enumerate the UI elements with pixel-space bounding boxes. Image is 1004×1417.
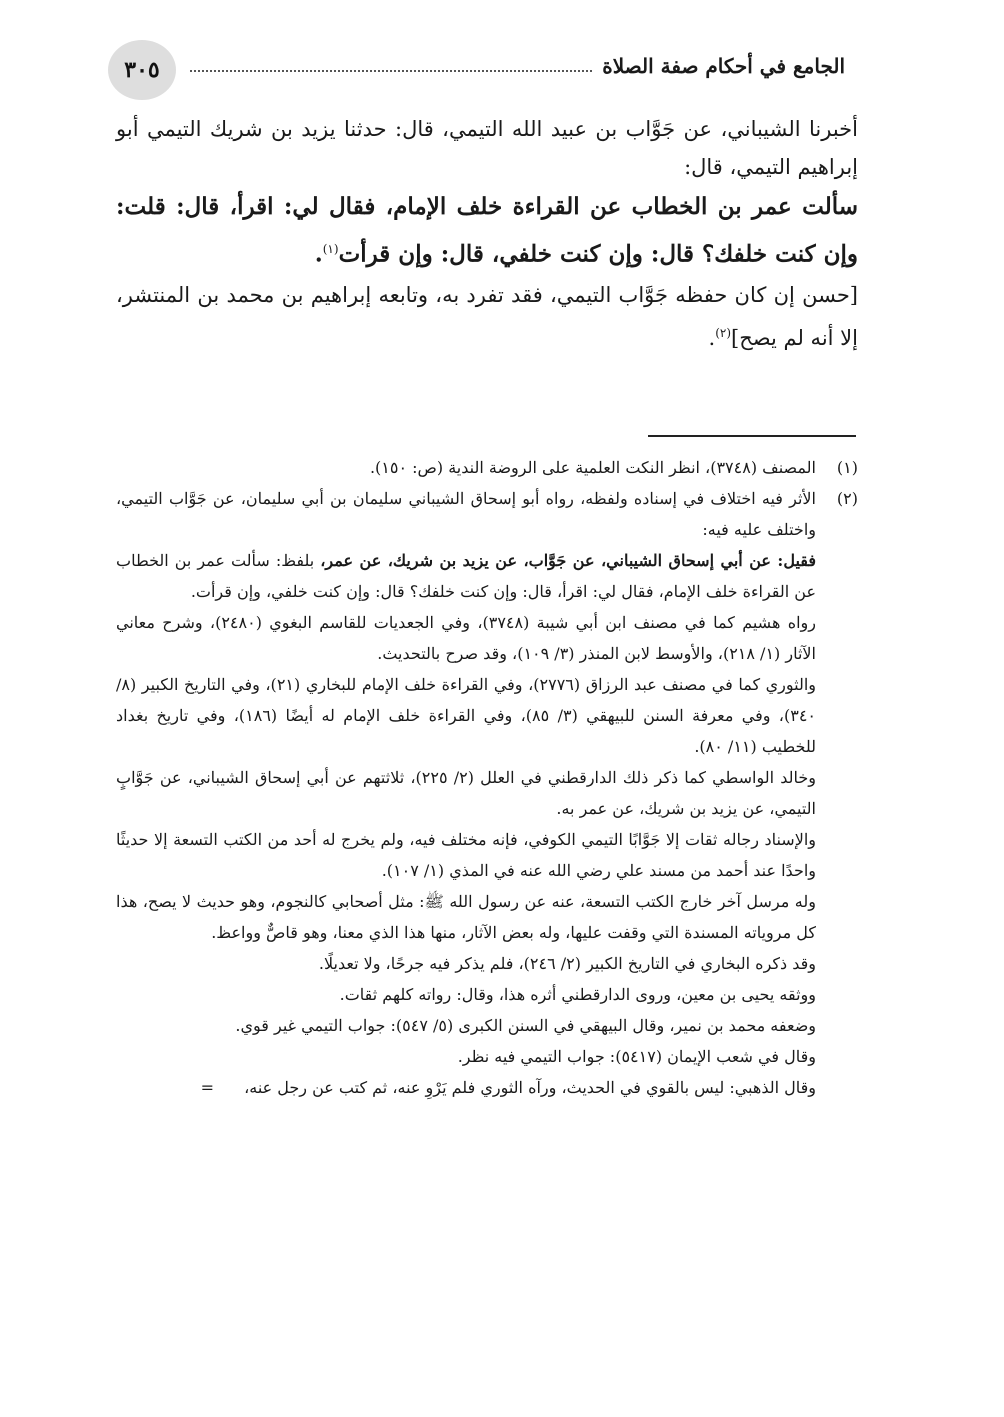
footnote-1 xyxy=(116,452,858,483)
page-number-badge xyxy=(108,40,176,100)
footnote-paragraph: وقال في شعب الإيمان (٥٤١٧): جواب التيمي فيه نظر. xyxy=(457,1047,816,1066)
book-title: الجامع في أحكام صفة الصلاة xyxy=(602,54,845,78)
footnote-paragraph: الأثر فيه اختلاف في إسناده ولفظه، رواه أبو إسحاق الشيباني سليمان بن أبي سليمان، عن جَوَّاب التيمي، واختلف عليه فيه: xyxy=(116,489,816,539)
main-text xyxy=(116,110,858,357)
footnote-text: وقال الذهبي: ليس بالقوي في الحديث، ورآه الثوري فلم يَرْوِ عنه، ثم كتب عن رجل عنه، xyxy=(244,1078,816,1097)
footnote-paragraph: ووثقه يحيى بن معين، وروى الدارقطني أثره هذا، وقال: رواته كلهم ثقات. xyxy=(339,985,816,1004)
grading-text: [حسن إن كان حفظه جَوَّاب التيمي، فقد تفرد به، وتابعه إبراهيم بن محمد بن المنتشر، إلا أنه لم يصح] xyxy=(116,282,858,350)
page-number: ٣٠٥ xyxy=(124,57,160,83)
footnote-2 xyxy=(116,483,858,1103)
footnote-number: (١) xyxy=(836,458,858,477)
footnote-paragraph: وضعفه محمد بن نمير، وقال البيهقي في السنن الكبرى (٥/ ٥٤٧): جواب التيمي غير قوي. xyxy=(235,1016,816,1035)
footnote-paragraph: والإسناد رجاله ثقات إلا جَوَّابًا التيمي الكوفي، فإنه مختلف فيه، ولم يخرج له أحد من الكتب التسعة إلا حديثًا واحدًا عند أحمد من مسند علي رضي الله عنه في المذي (١/ ١٠٧). xyxy=(116,830,816,880)
running-header xyxy=(180,54,845,78)
hadith-period: . xyxy=(314,240,323,268)
footnote-bold-chain: فقيل: عن أبي إسحاق الشيباني، عن جَوَّاب، عن يزيد بن شريك، عن عمر، xyxy=(320,551,817,570)
continuation-mark: = xyxy=(200,1078,215,1097)
footnote-ref-1[interactable]: (١) xyxy=(322,242,339,256)
footnote-paragraph: وخالد الواسطي كما ذكر ذلك الدارقطني في العلل (٢/ ٢٢٥)، ثلاثتهم عن أبي إسحاق الشيباني، عن جَوَّابٍ التيمي، عن يزيد بن شريك، عن عمر به. xyxy=(116,768,816,818)
header-dotted-leader xyxy=(190,69,592,72)
footnote-paragraph: وقد ذكره البخاري في التاريخ الكبير (٢/ ٢٤٦)، فلم يذكر فيه جرحًا، ولا تعديلًا. xyxy=(318,954,816,973)
isnad-paragraph: أخبرنا الشيباني، عن جَوَّاب بن عبيد الله التيمي، قال: حدثنا يزيد بن شريك التيمي أبو إبراهيم التيمي، قال: xyxy=(116,117,858,179)
footnote-text: بلفظ: سألت عمر بن الخطاب عن القراءة خلف الإمام، فقال لي: اقرأ، قال: وإن كنت خلفك؟ قال: وإن كنت خلفي، وإن قرأت. xyxy=(116,551,816,601)
footnote-paragraph: رواه هشيم كما في مصنف ابن أبي شيبة (٣٧٤٨)، وفي الجعديات للقاسم البغوي (٢٤٨٠)، وشرح معاني الآثار (١/ ٢١٨)، والأوسط لابن المنذر (٣/ ١٠٩)، وقد صرح بالتحديث. xyxy=(116,613,816,663)
footnote-paragraph: وله مرسل آخر خارج الكتب التسعة، عنه عن رسول الله ﷺ: مثل أصحابي كالنجوم، وهو حديث لا يصح، هذا كل مروياته المسندة التي وقفت عليها، وله بعض الآثار، منها هذا الذي معنا، وهو قاصٌّ وواعظ. xyxy=(116,892,816,942)
footnote-paragraph: والثوري كما في مصنف عبد الرزاق (٢٧٧٦)، وفي القراءة خلف الإمام للبخاري (٢١)، وفي التاريخ الكبير (٨/ ٣٤٠)، وفي معرفة السنن للبيهقي (٣/ ٨٥)، وفي القراءة خلف الإمام له أيضًا (١٨٦)، وفي تاريخ بغداد للخطيب (١١/ ٨٠). xyxy=(116,675,817,756)
grading-paragraph xyxy=(116,276,858,357)
footnote-paragraph xyxy=(116,1072,816,1103)
footnote-paragraph xyxy=(116,545,816,607)
grading-period: . xyxy=(708,325,716,350)
footnotes xyxy=(116,452,858,1103)
footnote-number: (٢) xyxy=(836,489,858,508)
hadith-text xyxy=(116,186,858,276)
footnote-separator xyxy=(648,435,856,437)
hadith-body: سألت عمر بن الخطاب عن القراءة خلف الإمام، فقال لي: اقرأ، قال: قلت: وإن كنت خلفك؟ قال: وإن كنت خلفي، قال: وإن قرأت xyxy=(116,193,858,268)
footnote-text: المصنف (٣٧٤٨)، انظر النكت العلمية على الروضة الندية (ص: ١٥٠). xyxy=(369,458,816,477)
footnote-ref-2[interactable]: (٢) xyxy=(715,325,732,340)
